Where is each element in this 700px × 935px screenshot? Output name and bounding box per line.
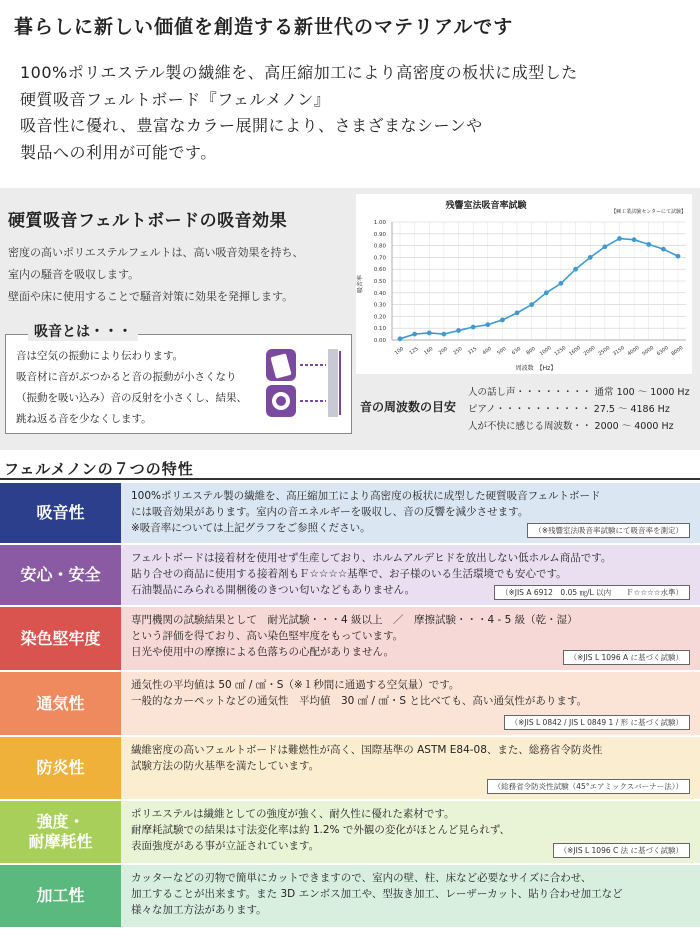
chart-ytick-label: 1.00 — [373, 220, 386, 226]
feature-body — [121, 801, 700, 863]
feature-description-line: には吸音効果があります。室内の音エネルギーを吸収し、音の反響を減少させます。 — [131, 506, 529, 518]
feature-body — [121, 607, 700, 670]
feature-test-note: （※JIS L 1096 A に基づく試験） — [563, 650, 690, 665]
chart-xtick-label: 3150 — [611, 345, 626, 358]
chart-data-point — [500, 318, 505, 323]
chart-data-point — [632, 237, 637, 242]
chart-data-point — [529, 302, 534, 307]
chart-data-point — [544, 290, 549, 295]
effect-line: 壁面や床に使用することで騒音対策に効果を発揮します。 — [8, 290, 294, 303]
chart-xtick-label: 200 — [437, 345, 449, 357]
chart-ytick-label: 0.90 — [373, 231, 386, 238]
frequency-label: ピアノ・・・・・・・・・・ — [468, 404, 591, 415]
chart-series-line — [400, 239, 678, 339]
sound-box-line: （振動を吸い込み）音の反射を小さくし、結果、 — [16, 392, 247, 404]
chart-xtick-label: 8000 — [670, 345, 685, 358]
chart-data-point — [646, 242, 651, 247]
feature-description-line: 表面強度がある事が立証されています。 — [131, 840, 320, 852]
chart-xtick-label: 250 — [452, 345, 464, 357]
feature-body — [121, 545, 700, 605]
chart-ytick-label: 0.30 — [373, 302, 386, 309]
chart-data-point — [602, 244, 607, 249]
feature-description — [131, 742, 602, 774]
frequency-row — [468, 418, 674, 432]
feature-test-note: （総務省令防炎性試験（45°エアミックスバーナー法）） — [487, 779, 690, 794]
feature-row — [0, 545, 700, 605]
frequency-row — [468, 384, 690, 398]
chart-data-point — [485, 322, 490, 327]
feature-row — [0, 607, 700, 670]
feature-description-line: フェルトボードは接着材を使用せず生産しており、ホルムアルデヒドを放出しない低ホルム商品です。 — [131, 552, 612, 564]
feature-description-line: ※吸音率については上記グラフをご参照ください。 — [131, 522, 371, 534]
feature-description — [131, 612, 578, 660]
features-title: フェルメノンの７つの特性 — [4, 460, 194, 478]
sound-box-line: 吸音材に音がぶつかると音の振動が小さくなり — [16, 371, 237, 383]
feature-label: 加工性 — [0, 865, 121, 927]
chart-xtick-label: 800 — [525, 345, 537, 357]
chart-data-point — [573, 267, 578, 272]
sound-box-line: 跳ね返る音を少なくします。 — [16, 413, 152, 425]
sound-absorption-icon — [264, 345, 344, 421]
feature-body — [121, 672, 700, 735]
sound-box-title: 吸音とは・・・ — [28, 321, 138, 341]
effect-line: 密度の高いポリエステルフェルトは、高い吸音効果を持ち、 — [8, 246, 304, 259]
chart-ytick-label: 0.40 — [373, 290, 386, 297]
chart-ytick-label: 0.10 — [373, 326, 386, 333]
chart-xtick-label: 5000 — [641, 345, 656, 358]
feature-description-line: 試験方法の防火基準を満たしています。 — [131, 760, 320, 772]
feature-label: 強度・ 耐摩耗性 — [0, 801, 121, 863]
feature-description-line: 専門機関の試験結果として 耐光試験・・・4 級以上 ／ 摩擦試験・・・4 - 5 級（乾・湿） — [131, 614, 578, 626]
feature-description-line: 耐摩耗試験での結果は寸法変化率は約 1.2% で外観の変化がほとんど見られず、 — [131, 824, 511, 836]
frequency-value: 27.5 ～ 4186 Hz — [593, 404, 670, 415]
chart-xtick-label: 125 — [408, 345, 420, 357]
feature-body — [121, 865, 700, 927]
intro-line: 硬質吸音フェルトボード『フェルメノン』 — [20, 90, 331, 109]
frequency-label: 人の話し声・・・・・・・・ — [468, 387, 592, 398]
feature-description-line: 加工することが出来ます。また 3D エンボス加工や、型抜き加工、レーザーカット、貼り合わせ加工など — [131, 888, 623, 900]
section-title: 硬質吸音フェルトボードの吸音効果 — [8, 211, 288, 231]
effect-line: 室内の騒音を吸収します。 — [8, 268, 140, 281]
feature-description-line: 貼り合せの商品に使用する接着剤もＦ☆☆☆☆基準で、お子様のいる生活環境でも安心です。 — [131, 568, 567, 580]
chart-ytick-label: 0.60 — [373, 267, 386, 274]
feature-row — [0, 801, 700, 863]
feature-test-note: （※残響室法吸音率試験にて吸音率を測定） — [527, 523, 690, 538]
chart-xtick-label: 1600 — [568, 345, 582, 358]
feature-test-note: （※JIS L 0842 / JIS L 0849 1 / 形 に基づく試験） — [504, 715, 690, 730]
feature-description-line: 100%ポリエステル製の繊維を、高圧縮加工により高密度の板状に成型した硬質吸音フェルトボード — [131, 490, 601, 502]
features-divider — [0, 478, 700, 480]
feature-label: 防炎性 — [0, 737, 121, 799]
feature-description — [131, 806, 510, 854]
feature-row — [0, 672, 700, 735]
chart-xtick-label: 1250 — [553, 345, 568, 358]
chart-xtick-label: 4000 — [626, 345, 641, 358]
intro-line: 製品への利用が可能です。 — [20, 143, 217, 162]
absorption-chart — [356, 194, 692, 374]
chart-xtick-label: 315 — [466, 345, 479, 357]
chart-data-point — [456, 328, 461, 333]
frequency-value: 通常 100 ～ 1000 Hz — [594, 387, 690, 398]
feature-description-line: 様々な加工方法があります。 — [131, 904, 267, 916]
chart-data-point — [412, 332, 417, 337]
chart-xtick-label: 400 — [481, 345, 493, 357]
chart-xtick-label: 500 — [496, 345, 508, 357]
chart-data-point — [427, 331, 432, 336]
feature-label: 吸音性 — [0, 483, 121, 543]
chart-title: 残響室法吸音率試験 — [445, 201, 527, 211]
chart-ytick-label: 0.80 — [373, 243, 386, 250]
chart-xlabel: 周波数 【Hz】 — [515, 365, 557, 372]
chart-xtick-label: 630 — [510, 345, 523, 357]
chart-ytick-label: 0.00 — [373, 338, 386, 344]
feature-description-line: という評価を得ており、高い染色堅牢度をもっています。 — [131, 630, 404, 642]
chart-xtick-label: 6300 — [655, 345, 670, 358]
feature-body — [121, 737, 700, 799]
frequency-guide-title: 音の周波数の目安 — [360, 400, 457, 414]
chart-data-point — [398, 336, 403, 341]
feature-row — [0, 483, 700, 543]
feature-test-note: （※JIS A 6912 0.05 ㎎/L 以内 Ｆ☆☆☆☆水準） — [494, 585, 690, 600]
intro-line: 吸音性に優れ、豊富なカラー展開により、さまざまなシーンや — [20, 116, 483, 135]
feature-row — [0, 865, 700, 927]
feature-label: 染色堅牢度 — [0, 607, 121, 670]
chart-xtick-label: 2500 — [597, 345, 612, 358]
feature-test-note: （※JIS L 1096 C 法 に基づく試験） — [553, 843, 690, 858]
feature-row — [0, 737, 700, 799]
chart-data-point — [588, 255, 593, 260]
chart-ytick-label: 0.70 — [373, 255, 386, 262]
feature-description-line: 日光や使用中の摩擦による色落ちの心配がありません。 — [131, 646, 395, 658]
frequency-row — [468, 401, 670, 415]
frequency-value: 2000 ～ 4000 Hz — [594, 421, 674, 432]
feature-description-line: 通気性の平均値は 50 ㎤ / ㎠・S（※１秒間に通過する空気量）です。 — [131, 679, 460, 691]
chart-ylabel: 吸音率 — [357, 274, 364, 294]
chart-data-point — [559, 281, 564, 286]
feature-description-line: 一般的なカーペットなどの通気性 平均値 30 ㎤ / ㎠・S と比べても、高い通気性があります。 — [131, 695, 588, 707]
chart-data-point — [441, 332, 446, 337]
feature-description — [131, 677, 587, 709]
chart-xtick-label: 160 — [423, 345, 435, 357]
chart-ytick-label: 0.20 — [373, 314, 386, 321]
sound-box-line: 音は空気の振動により伝わります。 — [16, 350, 184, 362]
chart-data-point — [471, 325, 476, 330]
chart-xtick-label: 100 — [393, 345, 406, 357]
chart-data-point — [676, 254, 681, 259]
feature-description-line: ポリエステルは繊維としての強度が強く、耐久性に優れた素材です。 — [131, 808, 455, 820]
feature-description-line: 繊維密度の高いフェルトボードは難燃性が高く、国際基準の ASTM E84-08、また、総務省令防炎性 — [131, 744, 603, 756]
frequency-label: 人が不快に感じる周波数・・ — [468, 421, 592, 432]
page-title: 暮らしに新しい価値を創造する新世代のマテリアルです — [14, 16, 514, 38]
feature-label: 通気性 — [0, 672, 121, 735]
chart-xtick-label: 2000 — [582, 345, 597, 358]
feature-body — [121, 483, 700, 543]
chart-data-point — [661, 247, 666, 252]
chart-ytick-label: 0.50 — [373, 279, 386, 285]
chart-data-point — [515, 310, 520, 315]
chart-note: 【㈱工業試験センターにて試験】 — [611, 209, 686, 215]
chart-data-point — [617, 236, 622, 241]
chart-xtick-label: 1000 — [538, 345, 553, 358]
intro-line: 100%ポリエステル製の繊維を、高圧縮加工により高密度の板状に成型した — [20, 63, 578, 82]
feature-description-line: カッターなどの刃物で簡単にカットできますので、室内の壁、柱、床など必要なサイズに合わせ、 — [131, 872, 592, 884]
feature-description-line: 石油製品にみられる開梱後のきつい匂いなどもありません。 — [131, 584, 416, 596]
feature-label: 安心・安全 — [0, 545, 121, 605]
feature-description — [131, 870, 623, 918]
